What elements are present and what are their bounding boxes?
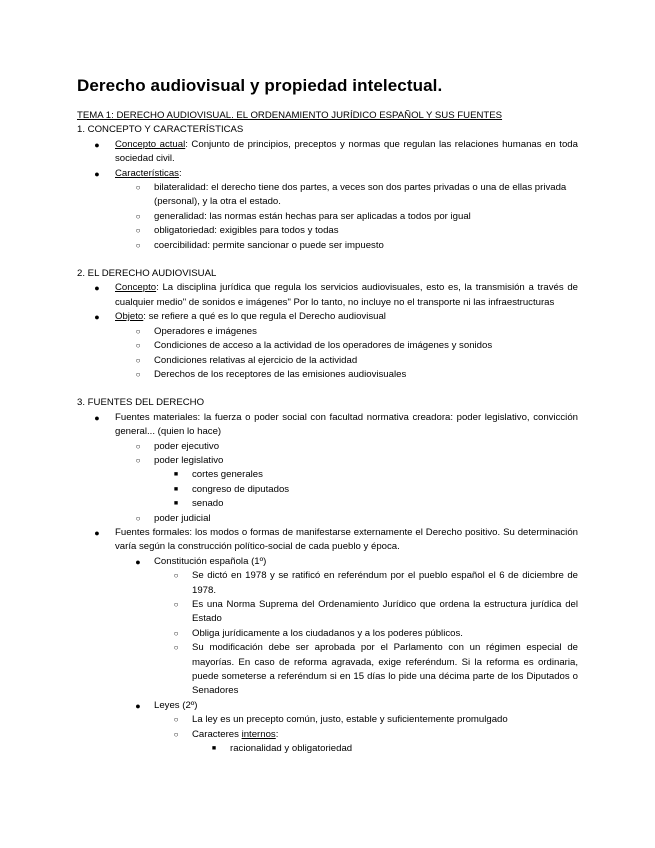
document-body	[77, 109, 578, 756]
list-item: ○ Su modificación debe ser aprobada por el Parlamento con un régimen especial de mayorías. En caso de reforma agravada, exige referéndum. Si la reforma es ordinaria, puede someterse a referéndum si en 15 días lo pide una décima parte de los Diputados o Senadores	[77, 641, 578, 699]
circle-bullet-icon: ○	[173, 729, 179, 739]
list-item: ○ poder legislativo	[77, 454, 578, 468]
list-item: ○ Derechos de los receptores de las emisiones audiovisuales	[77, 368, 578, 382]
circle-bullet-icon: ○	[135, 240, 141, 250]
section-1-heading: 1. CONCEPTO Y CARACTERÍSTICAS	[77, 124, 244, 136]
section-3-heading: 3. FUENTES DEL DERECHO	[77, 397, 205, 409]
circle-bullet-icon: ○	[135, 326, 141, 336]
list-item: ● Constitución española (1º)	[77, 555, 578, 569]
list-item: ○ poder ejecutivo	[77, 440, 578, 454]
circle-bullet-icon: ○	[173, 600, 179, 609]
list-item: ■ senado	[77, 497, 578, 511]
bullet-icon: ●	[135, 700, 141, 711]
list-item: ○ Condiciones relativas al ejercicio de la actividad	[77, 354, 578, 368]
bullet-icon: ●	[94, 283, 100, 294]
circle-bullet-icon: ○	[135, 341, 141, 351]
bullet-icon: ●	[94, 139, 100, 150]
list-item: ● Objeto: se refiere a qué es lo que regula el Derecho audiovisual	[77, 310, 578, 324]
circle-bullet-icon: ○	[135, 355, 141, 365]
bullet-icon: ●	[94, 312, 100, 323]
document-title: Derecho audiovisual y propiedad intelectual.	[77, 76, 443, 95]
list-item: ○ poder judicial	[77, 512, 578, 526]
spacer	[77, 382, 578, 396]
circle-bullet-icon: ○	[135, 441, 141, 451]
bullet-icon: ●	[94, 168, 100, 179]
tema-heading: TEMA 1: DERECHO AUDIOVISUAL. EL ORDENAMIENTO JURÍDICO ESPAÑOL Y SUS FUENTES	[77, 110, 503, 121]
circle-bullet-icon: ○	[173, 571, 179, 581]
square-bullet-icon: ■	[173, 500, 179, 508]
list-item: ● Concepto actual: Conjunto de principios, preceptos y normas que regulan las relaciones humanas en toda sociedad civil.	[77, 138, 578, 167]
list-item: ■ congreso de diputados	[77, 483, 578, 497]
circle-bullet-icon: ○	[135, 183, 141, 193]
list-item: ○ Condiciones de acceso a la actividad de los operadores de imágenes y sonidos	[77, 339, 578, 353]
list-item: ● Fuentes formales: los modos o formas de manifestarse externamente el Derecho positivo. Su determinación varía según la construcción político-social de cada pueblo y época.	[77, 526, 578, 555]
list-item: ● Concepto: La disciplina jurídica que regula los servicios audiovisuales, esto es, la transmisión a través de cualquier medio" de sonidos e imágenes" Por lo tanto, no incluye no el transporte ni las infraestructuras	[77, 281, 578, 310]
list-item: ■ cortes generales	[77, 468, 578, 482]
square-bullet-icon: ■	[173, 471, 179, 479]
square-bullet-icon: ■	[211, 745, 217, 753]
circle-bullet-icon: ○	[173, 628, 179, 638]
circle-bullet-icon: ○	[135, 211, 141, 221]
circle-bullet-icon: ○	[135, 369, 141, 379]
spacer	[77, 253, 578, 267]
list-item: ○ Se dictó en 1978 y se ratificó en referéndum por el pueblo español el 6 de diciembre de 1978.	[77, 569, 578, 598]
list-item: ○ generalidad: las normas están hechas para ser aplicadas a todos por igual	[77, 210, 578, 224]
circle-bullet-icon: ○	[135, 455, 141, 465]
list-item: ● Leyes (2º)	[77, 699, 578, 713]
bullet-icon: ●	[94, 527, 100, 538]
circle-bullet-icon: ○	[135, 513, 141, 523]
list-item: ● Características:	[77, 167, 578, 181]
list-item: ○ coercibilidad: permite sancionar o puede ser impuesto	[77, 239, 578, 253]
section-2-heading: 2. EL DERECHO AUDIOVISUAL	[77, 268, 217, 280]
bullet-icon: ●	[135, 556, 141, 567]
bullet-icon: ●	[94, 412, 100, 423]
list-item: ○ Operadores e imágenes	[77, 325, 578, 339]
list-item: ○ bilateralidad: el derecho tiene dos partes, a veces son dos partes privadas o una de ellas privada (personal), y la otra el estado.	[77, 181, 578, 210]
list-item: ○ Es una Norma Suprema del Ordenamiento Jurídico que ordena la estructura jurídica del Estado	[77, 598, 578, 627]
list-item: ○ Caracteres internos:	[77, 728, 578, 742]
list-item: ■ racionalidad y obligatoriedad	[77, 742, 578, 756]
list-item: ○ La ley es un precepto común, justo, estable y suficientemente promulgado	[77, 713, 578, 727]
circle-bullet-icon: ○	[173, 715, 179, 725]
list-item: ○ obligatoriedad: exigibles para todos y todas	[77, 224, 578, 238]
circle-bullet-icon: ○	[135, 226, 141, 236]
circle-bullet-icon: ○	[173, 643, 179, 653]
list-item: ○ Obliga jurídicamente a los ciudadanos y a los poderes públicos.	[77, 627, 578, 641]
square-bullet-icon: ■	[173, 485, 179, 493]
list-item: ● Fuentes materiales: la fuerza o poder social con facultad normativa creadora: poder legislativo, convicción general... (quien lo hace)	[77, 411, 578, 440]
